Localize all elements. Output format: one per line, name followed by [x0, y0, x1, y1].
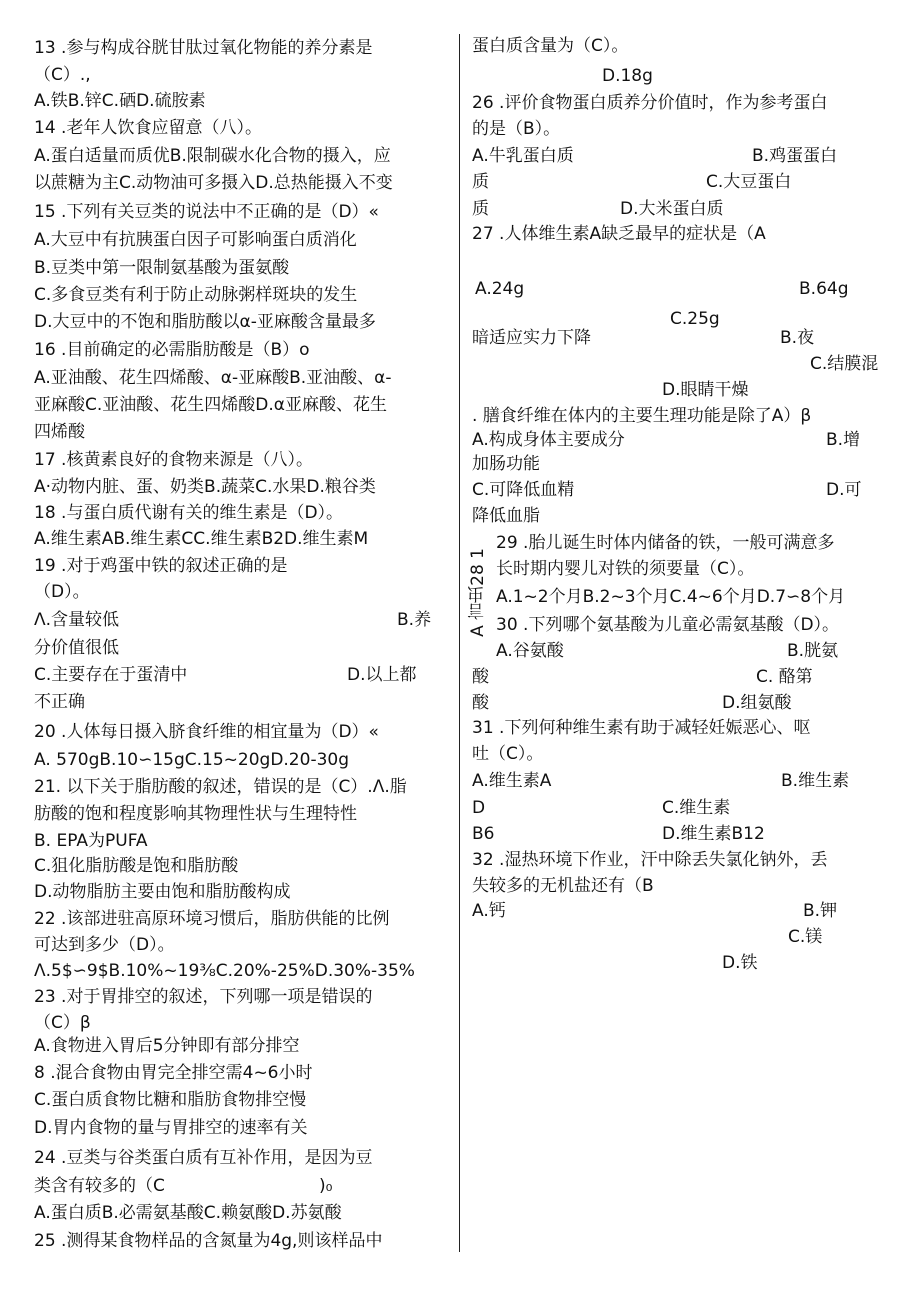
text-line: 加肠功能	[472, 454, 540, 474]
text-line: C.狙化脂肪酸是饱和脂肪酸	[34, 856, 239, 876]
text-line: 可达到多少（D）。	[34, 935, 175, 955]
text-line: C.大豆蛋白	[706, 172, 792, 192]
text-line: 16 .目前确定的必需脂肪酸是（B）o	[34, 340, 310, 360]
text-line: B.钾	[803, 901, 838, 921]
text-line: . 膳食纤维在体内的主要生理功能是除了A）β	[472, 406, 812, 426]
text-line: A.24g	[475, 279, 525, 299]
text-line: C.结膜混	[810, 354, 879, 374]
text-line: D.眼睛干燥	[662, 380, 749, 400]
text-line: A.谷氨酸	[496, 641, 564, 661]
text-line: D.大米蛋白质	[620, 199, 724, 219]
text-line: 四烯酸	[34, 422, 85, 442]
text-line: 15 .下列有关豆类的说法中不正确的是（D）«	[34, 202, 379, 222]
text-line: A.铁B.锌C.硒D.硫胺素	[34, 91, 206, 111]
text-line: D.胃内食物的量与胃排空的速率有关	[34, 1118, 308, 1138]
text-line: 肪酸的饱和程度影响其物理性状与生理特性	[34, 804, 357, 824]
text-line: 24 .豆类与谷类蛋白质有互补作用，是因为豆	[34, 1148, 373, 1168]
text-line: A.大豆中有抗胰蛋白因子可影响蛋白质消化	[34, 230, 357, 250]
text-line: B.养	[397, 610, 432, 630]
text-line: 亚麻酸C.亚油酸、花生四烯酸D.α亚麻酸、花生	[34, 395, 387, 415]
column-divider	[459, 34, 460, 1252]
text-line: A.牛乳蛋白质	[472, 146, 574, 166]
text-line: D.18g	[602, 66, 653, 86]
text-line: 31 .下列何种维生素有助于减轻妊娠恶心、呕	[472, 718, 811, 738]
text-line: 失较多的无机盐还有（B	[472, 876, 654, 896]
text-line: 13 .参与构成谷胱甘肽过氧化物能的养分素是	[34, 38, 373, 58]
text-line: A.维生素AB.维生素CC.维生素B2D.维生素M	[34, 529, 369, 549]
text-line: 分价值很低	[34, 638, 119, 658]
text-line: D.可	[826, 480, 862, 500]
text-line: 不正确	[34, 692, 85, 712]
text-line: 17 .核黄素良好的食物来源是（八）。	[34, 450, 313, 470]
text-line: C.多食豆类有利于防止动脉粥样斑块的发生	[34, 285, 358, 305]
text-line: （C）β	[34, 1013, 91, 1033]
text-line: D.组氨酸	[722, 693, 792, 713]
text-line: 质	[472, 172, 489, 192]
text-line: C.维生素	[662, 798, 731, 818]
text-line: 29 .胎儿诞生时体内储备的铁，一般可满意多	[496, 533, 835, 553]
text-line: C. 酪第	[756, 667, 813, 687]
text-line: A.亚油酸、花生四烯酸、α-亚麻酸B.亚油酸、α-	[34, 368, 392, 388]
text-line: 酸	[472, 667, 489, 687]
text-line: A.钙	[472, 901, 506, 921]
text-line: 的是（B）。	[472, 119, 561, 139]
text-line: D.以上都	[347, 665, 417, 685]
text-line: Λ.含量较低	[34, 610, 120, 630]
text-line: B.维生素	[781, 771, 850, 791]
text-line: 暗适应实力下降	[472, 328, 591, 348]
text-line: C.25g	[670, 309, 720, 329]
text-line: 23 .对于胃排空的叙述，下列哪一项是错误的	[34, 987, 373, 1007]
text-line: B.64g	[799, 279, 849, 299]
text-line: C.可降低血精	[472, 480, 575, 500]
text-line: B.增	[826, 430, 861, 450]
text-line: C.主要存在于蛋清中	[34, 665, 188, 685]
text-line: B.豆类中第一限制氨基酸为蛋氨酸	[34, 258, 290, 278]
text-line: 8 .混合食物由胃完全排空需4~6小时	[34, 1063, 313, 1083]
text-line: Λ.5$∽9$B.10%~19⅜C.20%-25%D.30%-35%	[34, 961, 415, 981]
text-line: 30 .下列哪个氨基酸为儿童必需氨基酸（D）。	[496, 615, 840, 635]
text-line: B.胱氨	[787, 641, 839, 661]
text-line: B.鸡蛋蛋白	[752, 146, 838, 166]
text-line: A.蛋白质B.必需氨基酸C.赖氨酸D.苏氨酸	[34, 1203, 342, 1223]
text-line: A.维生素A	[472, 771, 552, 791]
text-line: 26 .评价食物蛋白质养分价值时，作为参考蛋白	[472, 93, 828, 113]
text-line: 蛋白质含量为（C）。	[472, 36, 629, 56]
text-line: B. EPA为PUFA	[34, 831, 148, 851]
text-line: 酸	[472, 693, 489, 713]
text-line: 27 .人体维生素A缺乏最早的症状是（A	[472, 224, 766, 244]
text-line: 以蔗糖为主C.动物油可多摄入D.总热能摄入不变	[34, 173, 393, 193]
text-line: 21. 以下关于脂肪酸的叙述，错误的是（C）.Λ.脂	[34, 777, 407, 797]
rotated-question-28: A 言虫28 1	[468, 548, 488, 637]
text-line: 22 .该部进驻高原环境习惯后，脂肪供能的比例	[34, 909, 390, 929]
text-line: 质	[472, 199, 489, 219]
text-line: B.夜	[780, 328, 815, 348]
text-line: （C）.,	[34, 65, 91, 85]
text-line: D	[472, 798, 486, 818]
text-line: 吐（C）。	[472, 744, 544, 764]
text-line: 19 .对于鸡蛋中铁的叙述正确的是	[34, 556, 288, 576]
text-line: D.大豆中的不饱和脂肪酸以α-亚麻酸含量最多	[34, 312, 376, 332]
text-line: B6	[472, 824, 495, 844]
text-line: 类含有较多的（C	[34, 1176, 165, 1196]
text-line: （D）。	[34, 582, 90, 602]
text-line: 20 .人体每日摄入脐食纤维的相宜量为（D）«	[34, 722, 379, 742]
text-line: )₀	[319, 1176, 333, 1196]
text-line: 25 .测得某食物样品的含氮量为4g,则该样品中	[34, 1231, 383, 1251]
text-line: 32 .湿热环境下作业，汗中除丢失氯化钠外，丢	[472, 850, 828, 870]
text-line: 长时期内婴儿对铁的须要量（C）。	[496, 559, 755, 579]
text-line: A.构成身体主要成分	[472, 430, 625, 450]
text-line: A·动物内脏、蛋、奶类B.蔬菜C.水果D.粮谷类	[34, 477, 376, 497]
text-line: D.铁	[722, 953, 758, 973]
text-line: 18 .与蛋白质代谢有关的维生素是（D）。	[34, 503, 344, 523]
text-line: A.食物进入胃后5分钟即有部分排空	[34, 1036, 300, 1056]
text-line: D.动物脂肪主要由饱和脂肪酸构成	[34, 882, 291, 902]
text-line: A.蛋白适量而质优B.限制碳水化合物的摄入，应	[34, 146, 391, 166]
text-line: C.镁	[788, 927, 823, 947]
text-line: D.维生素B12	[662, 824, 765, 844]
text-line: A. 570gB.10∽15gC.15~20gD.20-30g	[34, 750, 349, 770]
text-line: 降低血脂	[472, 506, 540, 526]
text-line: C.蛋白质食物比糖和脂肪食物排空慢	[34, 1090, 307, 1110]
text-line: 14 .老年人饮食应留意（八）。	[34, 118, 262, 138]
text-line: A.1~2个月B.2~3个月C.4~6个月D.7∽8个月	[496, 587, 846, 607]
